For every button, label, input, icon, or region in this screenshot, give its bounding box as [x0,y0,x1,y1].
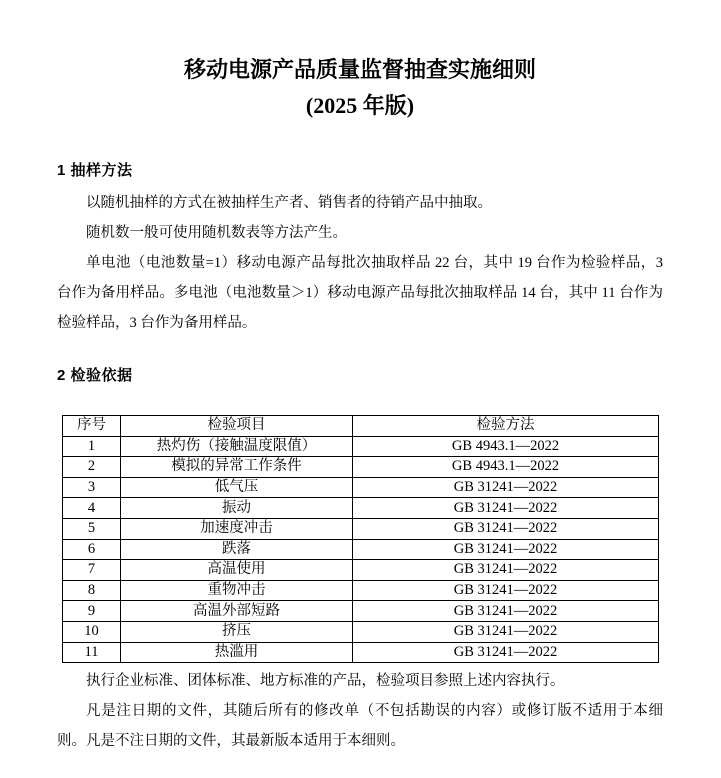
table-cell-no: 2 [63,457,121,478]
inspection-table-head [63,416,659,437]
table-row [63,621,659,642]
table-cell-method: GB 31241—2022 [353,539,659,560]
section-2-heading: 2 检验依据 [57,367,133,384]
table-cell-item: 重物冲击 [121,580,353,601]
table-cell-item: 加速度冲击 [121,518,353,539]
paragraph-other-standards: 执行企业标准、团体标准、地方标准的产品，检验项目参照上述内容执行。 [86,673,565,690]
table-cell-no: 10 [63,621,121,642]
table-cell-item: 模拟的异常工作条件 [121,457,353,478]
table-row [63,457,659,478]
table-cell-item: 跌落 [121,539,353,560]
table-cell-no: 5 [63,518,121,539]
table-cell-item: 热滥用 [121,642,353,663]
paragraph-random-number: 随机数一般可使用随机数表等方法产生。 [86,225,347,241]
table-cell-no: 11 [63,642,121,663]
table-cell-item: 高温使用 [121,560,353,581]
table-header-no: 序号 [63,416,121,437]
table-row [63,642,659,663]
table-cell-method: GB 31241—2022 [353,498,659,519]
table-cell-item: 高温外部短路 [121,601,353,622]
table-cell-method: GB 4943.1—2022 [353,436,659,457]
table-cell-no: 3 [63,477,121,498]
paragraph-sampling-source: 以随机抽样的方式在被抽样生产者、销售者的待销产品中抽取。 [86,195,492,211]
document-title-line-1: 移动电源产品质量监督抽查实施细则 [183,57,536,82]
inspection-table-body [63,436,659,663]
paragraph-sample-quantity: 单电池（电池数量=1）移动电源产品每批次抽取样品 22 台，其中 19 台作为检验样品，3 台作为备用样品。多电池（电池数量＞1）移动电源产品每批次抽取样品 14 台，其中 11 台作为检验样品，3 台作为备用样品。 [57,255,663,331]
document-title-line-2: (2025 年版) [305,93,415,118]
table-row [63,518,659,539]
paragraph-dated-documents: 凡是注日期的文件，其随后所有的修改单（不包括勘误的内容）或修订版不适用于本细则。凡是不注日期的文件，其最新版本适用于本细则。 [57,703,663,750]
table-row [63,560,659,581]
table-cell-item: 热灼伤（接触温度限值） [121,436,353,457]
table-cell-no: 7 [63,560,121,581]
table-cell-method: GB 31241—2022 [353,477,659,498]
table-cell-no: 4 [63,498,121,519]
table-row [63,539,659,560]
table-header-method: 检验方法 [353,416,659,437]
table-cell-item: 低气压 [121,477,353,498]
table-cell-method: GB 31241—2022 [353,560,659,581]
inspection-table [62,415,659,663]
table-row [63,436,659,457]
table-row [63,498,659,519]
table-cell-item: 挤压 [121,621,353,642]
table-cell-method: GB 31241—2022 [353,580,659,601]
document-title [57,52,663,124]
table-row [63,580,659,601]
table-cell-method: GB 31241—2022 [353,642,659,663]
table-cell-method: GB 31241—2022 [353,621,659,642]
table-header-row [63,416,659,437]
table-cell-method: GB 31241—2022 [353,601,659,622]
table-header-item: 检验项目 [121,416,353,437]
table-cell-method: GB 31241—2022 [353,518,659,539]
table-cell-no: 1 [63,436,121,457]
table-cell-method: GB 4943.1—2022 [353,457,659,478]
table-cell-no: 6 [63,539,121,560]
section-1-heading: 1 抽样方法 [57,162,133,179]
table-cell-no: 8 [63,580,121,601]
table-cell-item: 振动 [121,498,353,519]
table-row [63,477,659,498]
table-row [63,601,659,622]
table-cell-no: 9 [63,601,121,622]
